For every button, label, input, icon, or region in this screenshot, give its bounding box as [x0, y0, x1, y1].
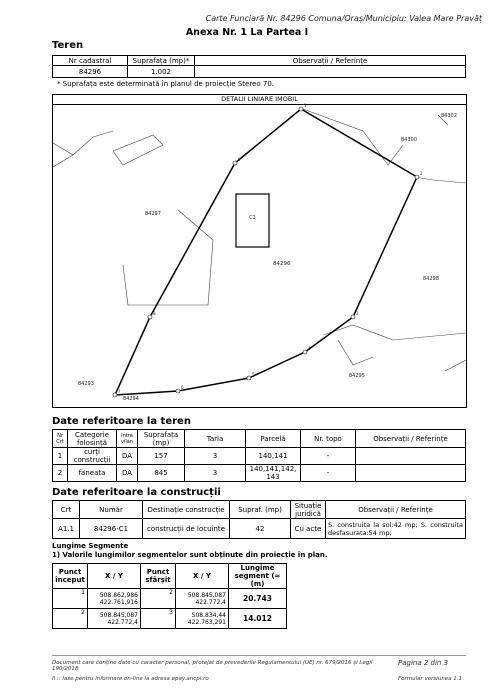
- vertex-marker: [351, 315, 355, 319]
- annex-title: Anexa Nr. 1 La Partea I: [185, 27, 309, 38]
- cell: [356, 448, 466, 465]
- section-heading-constr-ref: Date referitoare la construcții: [52, 487, 221, 498]
- col-lungime: Lungime segment (≈ (m): [229, 564, 287, 589]
- parcel-label-84297: 84297: [145, 211, 161, 217]
- footer-version: Formular versiunea 1.1: [398, 676, 463, 682]
- cell: 157: [138, 448, 185, 465]
- teren-table: [52, 55, 466, 78]
- cell: [356, 465, 466, 482]
- neighbor-boundary: [445, 360, 466, 371]
- col-categorie: Categorie folosință: [68, 430, 117, 448]
- cell: -: [301, 465, 356, 482]
- vertex-label: 6: [181, 385, 184, 390]
- cell: 140,141,142, 143: [246, 465, 301, 482]
- parcel-label-84300: 84300: [401, 137, 417, 143]
- cell-observatii: [195, 66, 466, 78]
- col-situatie: Situație juridică: [291, 501, 326, 519]
- cell: S. construita la sol:42 mp; S. construita desfasurata:54 mp;: [326, 519, 466, 539]
- cell: DA: [117, 448, 138, 465]
- col-intravilan: Intra vilan: [117, 430, 138, 448]
- table-row: [53, 589, 287, 609]
- section-heading-teren-ref: Date referitoare la teren: [52, 416, 191, 427]
- cell: 84296-C1: [80, 519, 143, 539]
- cell-suprafata: 1.002: [128, 66, 195, 78]
- neighbor-boundary: [303, 109, 403, 165]
- segments-subheading: 1) Valorile lungimilor segmentelor sunt obținute din proiecție în plan.: [52, 551, 328, 559]
- vertex-marker: [299, 107, 303, 111]
- cell: 2: [53, 609, 88, 629]
- cell: 1: [53, 448, 68, 465]
- cell: 42: [230, 519, 291, 539]
- constr-ref-table: [52, 500, 466, 539]
- cell: -: [301, 448, 356, 465]
- table-row: [53, 448, 466, 465]
- parcel-boundary: [115, 109, 417, 395]
- vertex-label: 3: [356, 311, 359, 316]
- vertex-marker: [233, 161, 237, 165]
- neighbor-boundary: [415, 177, 466, 183]
- cell: curți construcții: [68, 448, 117, 465]
- vertex-marker: [148, 315, 152, 319]
- vertex-marker: [415, 175, 419, 179]
- vertex-label: 2: [420, 171, 423, 176]
- parcel-label-84294: 84294: [123, 396, 139, 402]
- neighbor-boundary: [338, 340, 373, 365]
- map-drawing: [53, 95, 466, 407]
- vertex-marker: [176, 389, 180, 393]
- cell: faneata: [68, 465, 117, 482]
- col-observatii: Observații / Referințe: [356, 430, 466, 448]
- vertex-marker: [113, 393, 117, 397]
- neighbor-building: [113, 135, 163, 165]
- col-observatii: Observații / Referințe: [326, 501, 466, 519]
- table-row: [53, 465, 466, 482]
- cell: 20.743: [229, 589, 287, 609]
- col-nr-crt: Nr Crt: [53, 430, 68, 448]
- cell: Cu acte: [291, 519, 326, 539]
- footer-divider: [52, 655, 466, 656]
- col-suprafata: Suprafața (mp): [138, 430, 185, 448]
- vertex-label: 4: [308, 346, 311, 351]
- table-row: [53, 609, 287, 629]
- vertex-label: 1: [304, 103, 307, 108]
- cadastral-map: [52, 94, 467, 408]
- col-destinatie: Destinație construcție: [143, 501, 230, 519]
- col-crt: Crt: [53, 501, 80, 519]
- cell: 508.845,087 422.772,4: [88, 609, 141, 629]
- vertex-label: 5: [252, 372, 255, 377]
- col-numar: Număr: [80, 501, 143, 519]
- col-parcela: Parcelă: [246, 430, 301, 448]
- cell: 2: [53, 465, 68, 482]
- cell: 3: [185, 465, 246, 482]
- table-row: [53, 66, 466, 78]
- vertex-label: 7: [118, 389, 121, 394]
- col-nr-topo: Nr. topo: [301, 430, 356, 448]
- cell: 1: [53, 589, 88, 609]
- cell: 508.834,44 422.763,291: [176, 609, 229, 629]
- col-xy-end: X / Y: [176, 564, 229, 589]
- table-row: [53, 519, 466, 539]
- footer-info-link[interactable]: Il :: iase pentru informare on-line la adresa epay.ancpi.ro: [52, 676, 209, 682]
- col-xy-start: X / Y: [88, 564, 141, 589]
- col-punct-sfarsit: Punct sfârșit: [141, 564, 176, 589]
- cell: 14.012: [229, 609, 287, 629]
- footer-legal: Document care conține date cu caracter personal, protejat de prevederile Regulamentului (UE) nr. 679/2016 și Legii 190/2018: [52, 660, 373, 672]
- parcel-label-84295: 84295: [349, 373, 365, 379]
- teren-ref-table: [52, 429, 466, 482]
- col-punct-inceput: Punct început: [53, 564, 88, 589]
- parcel-label-84302: 84302: [441, 113, 457, 119]
- cell: 140,141: [246, 448, 301, 465]
- cell: 508.845,087 422.772,4: [176, 589, 229, 609]
- col-nr-cadastral: Nr cadastral: [53, 56, 128, 66]
- cell: 2: [141, 589, 176, 609]
- vertex-marker: [247, 376, 251, 380]
- map-title: DETALII LINIARE IMOBIL: [53, 95, 466, 105]
- teren-note: * Suprafața este determinată în planul de proiecție Stereo 70.: [57, 80, 275, 88]
- parcel-label-84293: 84293: [78, 381, 94, 387]
- parcel-label-84296: 84296: [273, 261, 291, 267]
- col-suprafata: Supraf. (mp): [230, 501, 291, 519]
- cell-nr-cadastral: 84296: [53, 66, 128, 78]
- col-suprafata: Suprafața (mp)*: [128, 56, 195, 66]
- neighbor-boundary: [53, 131, 113, 155]
- cell: construcții de locuinte: [143, 519, 230, 539]
- col-tarla: Tarla: [185, 430, 246, 448]
- segments-heading: Lungime Segmente: [52, 542, 129, 550]
- neighbor-boundary: [53, 155, 73, 167]
- document-header-title: Carte Funciară Nr. 84296 Comuna/Oraș/Municipiu: Valea Mare Pravăț: [205, 14, 482, 23]
- cell: A1.1: [53, 519, 80, 539]
- section-heading-teren: Teren: [52, 40, 84, 51]
- footer-page: Pagina 2 din 3: [398, 659, 449, 667]
- cell: DA: [117, 465, 138, 482]
- cell: 845: [138, 465, 185, 482]
- cell: 508.862,986 422.761,916: [88, 589, 141, 609]
- parcel-label-84298: 84298: [423, 276, 439, 282]
- neighbor-boundary: [123, 210, 213, 305]
- col-observatii: Observații / Referințe: [195, 56, 466, 66]
- segments-table: [52, 563, 287, 629]
- neighbor-boundary: [323, 325, 466, 340]
- vertex-marker: [303, 350, 307, 354]
- building-label-c1: C1: [249, 215, 256, 221]
- cell: 3: [185, 448, 246, 465]
- vertex-label: 8: [153, 311, 156, 316]
- vertex-label: 9: [238, 157, 241, 162]
- cell: 3: [141, 609, 176, 629]
